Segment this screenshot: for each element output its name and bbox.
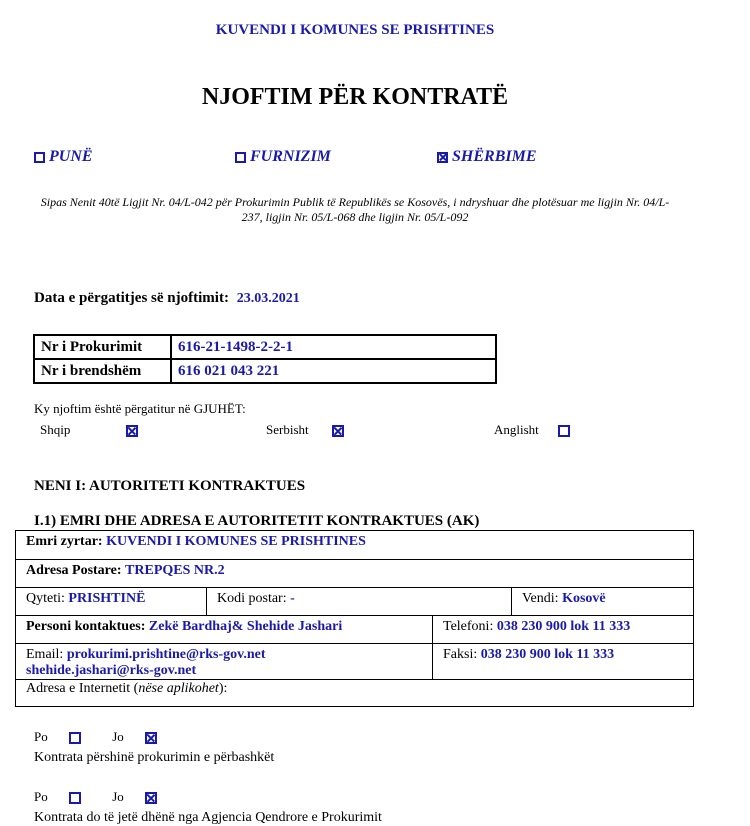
authority-header: KUVENDI I KOMUNES SE PRISHTINES [215,22,495,38]
procurement-number-label: Nr i Prokurimit [34,335,171,359]
postcode-cell [206,588,511,615]
contact-label: Personi kontaktues: [26,619,146,634]
language-albanian[interactable] [40,422,138,438]
official-name-label: Emri zyrtar: [26,534,103,549]
fax-label: Faksi: [443,647,478,662]
postal-address-row [16,560,693,587]
checkbox-albanian[interactable] [126,425,138,437]
language-english[interactable] [494,422,570,438]
joint-yes-label: Po [34,729,48,744]
joint-procurement-text: Kontrata përshinë prokurimin e përbashkët [34,750,275,765]
checkbox-english[interactable] [558,425,570,437]
internal-number-label: Nr i brendshëm [34,359,171,383]
central-no-label: Jo [112,789,124,804]
language-serbian[interactable] [266,422,344,438]
central-yes-checkbox[interactable] [69,792,81,804]
authority-table [15,530,694,707]
web-address-label: Adresa e Internetit ( [26,681,139,696]
web-address-note: nëse aplikohet [138,681,219,696]
central-no-checkbox[interactable] [145,792,157,804]
procurement-number-value: 616-21-1498-2-2-1 [171,335,496,359]
central-agency-text: Kontrata do të jetë dhënë nga Agjencia Qendrore e Prokurimit [34,810,382,825]
email-cell [16,644,432,679]
country-label: Vendi: [522,591,559,606]
page-title: NJOFTIM PËR KONTRATË [201,84,509,110]
phone-label: Telefoni: [443,619,494,634]
checkbox-supply[interactable] [235,152,246,163]
contract-type-services-label: SHËRBIME [452,148,537,165]
joint-no-checkbox[interactable] [145,732,157,744]
phone-cell [432,616,693,643]
email-value-1[interactable]: prokurimi.prishtine@rks-gov.net [66,647,266,662]
contract-type-supply[interactable] [235,148,331,166]
prep-date [34,290,300,307]
email-label: Email: [26,647,64,662]
phone-value: 038 230 900 lok 11 333 [496,619,631,634]
city-label: Qyteti: [26,591,65,606]
fax-cell [432,644,693,679]
language-serbian-label: Serbisht [266,422,309,437]
reference-table [33,334,497,384]
postcode-value: - [290,591,295,606]
contact-value: Zekë Bardhaj& Shehide Jashari [148,619,343,634]
city-cell [16,588,206,615]
contract-type-services[interactable] [437,148,536,166]
contract-type-works[interactable] [34,148,93,166]
prep-date-value: 23.03.2021 [236,291,300,306]
languages-intro: Ky njoftim është përgatitur në GJUHËT: [34,401,246,416]
joint-procurement-options [34,729,157,745]
email-value-2[interactable]: shehide.jashari@rks-gov.net [26,663,197,678]
postal-address-label: Adresa Postare: [26,563,122,578]
contract-type-works-label: PUNË [49,148,93,165]
joint-no-label: Jo [112,729,124,744]
contact-cell [16,616,432,643]
country-cell [511,588,693,615]
postal-address-value: TREPQES NR.2 [125,563,225,578]
city-value: PRISHTINË [68,591,146,606]
checkbox-services[interactable] [437,152,448,163]
legal-basis: Sipas Nenit 40të Ligjit Nr. 04/L-042 për Prokurimin Publik të Republikës se Kosovës, i ndryshuar dhe plotësuar me ligjin Nr. 04/L-237, ligjin Nr. 05/L-068 dhe ligjin Nr. 05/L-092 [40,195,670,224]
central-yes-label: Po [34,789,48,804]
prep-date-label: Data e përgatitjes së njoftimit: [34,290,229,306]
internal-number-value: 616 021 043 221 [171,359,496,383]
joint-yes-checkbox[interactable] [69,732,81,744]
language-english-label: Anglisht [494,422,539,437]
postcode-label: Kodi postar: [217,591,287,606]
official-name-row [16,531,693,559]
section1-title: NENI I: AUTORITETI KONTRAKTUES [34,478,306,494]
checkbox-works[interactable] [34,152,45,163]
language-albanian-label: Shqip [40,422,71,437]
web-address-end: ): [218,681,228,696]
official-name-value: KUVENDI I KOMUNES SE PRISHTINES [106,534,366,549]
section1-subtitle: I.1) EMRI DHE ADRESA E AUTORITETIT KONTRAKTUES (AK) [34,513,480,529]
web-address-row [16,680,693,706]
fax-value: 038 230 900 lok 11 333 [480,647,615,662]
checkbox-serbian[interactable] [332,425,344,437]
central-agency-options [34,789,157,805]
contract-type-supply-label: FURNIZIM [250,148,331,165]
country-value: Kosovë [562,591,606,606]
